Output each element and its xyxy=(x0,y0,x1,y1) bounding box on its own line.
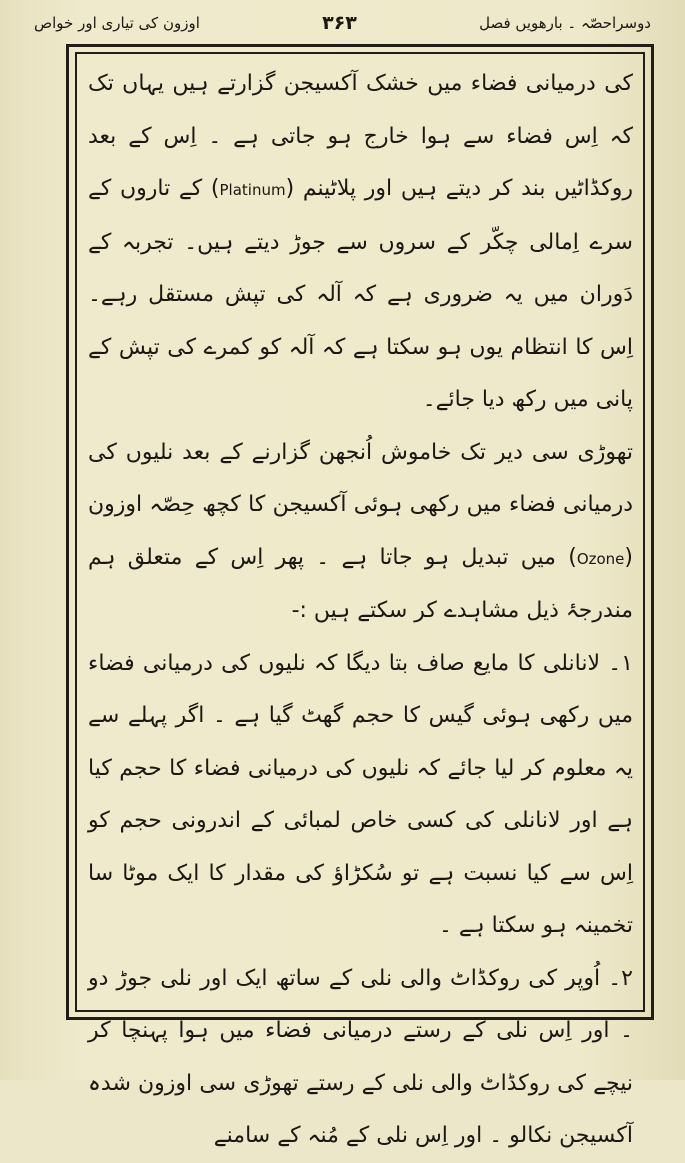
paragraph-3: ۱۔ لانانلی کا مایع صاف بتا دیگا کہ نلیوں کی درمیانی فضاء میں رکھی ہوئی گیس کا حجم گھٹ گیا ہے ۔ اگر پہلے سے یہ معلوم کر لیا جائے کہ نلیوں کی درمیانی فضاء کا حجم کیا ہے اور لانانلی کی کسی خاص لمبائی کے اندرونی حجم کو اِس سے کیا نسبت ہے تو سُکڑاؤ کی مقدار کا ایک موٹا سا تخمینہ ہو سکتا ہے ۔ xyxy=(88,650,633,938)
body-text xyxy=(88,58,633,1163)
header-section-title: دوسراحصّہ ۔ بارھویں فصل xyxy=(479,14,651,32)
latin-term-platinum: Platinum xyxy=(219,181,286,199)
page-number: ۳۶۳ xyxy=(322,12,357,34)
running-header xyxy=(34,6,651,40)
paragraph-1: کی درمیانی فضاء میں خشک آکسیجن گزارتے ہیں یہاں تک کہ اِس فضاء سے ہوا خارج ہو جاتی ہے ۔ اِس کے بعد روکڈاٹیں بند کر دیتے ہیں اور پلاٹینم (Platinum) کے تاروں کے سرے اِمالی چکّر کے سروں سے جوڑ دیتے ہیں۔ تجربہ کے دَوران میں یہ ضروری ہے کہ آلہ کی تپش مستقل رہے۔ اِس کا انتظام یوں ہو سکتا ہے کہ آلہ کو کمرے کی تپش کے پانی میں رکھ دیا جائے۔ xyxy=(88,71,633,412)
latin-term-ozone: Ozone xyxy=(576,549,625,568)
header-chapter-title: اوزون کی تیاری اور خواص xyxy=(34,14,200,32)
paragraph-2: تھوڑی سی دیر تک خاموش اُنجھن گزارنے کے بعد نلیوں کی درمیانی فضاء میں رکھی ہوئی آکسیجن کا کچھ حِصّہ اوزون (Ozone) میں تبدیل ہو جاتا ہے ۔ پھر اِس کے متعلق ہم مندرجۂ ذیل مشاہدے کر سکتے ہیں :- xyxy=(88,439,633,623)
paragraph-4: ۲۔ اُوپر کی روکڈاٹ والی نلی کے ساتھ ایک اور نلی جوڑ دو ۔ اور اِس نلی کے رستے درمیانی فضاء میں ہوا پہنچا کر نیچے کی روکڈاٹ والی نلی کے رستے تھوڑی سی اوزون شدہ آکسیجن نکالو ۔ اور اِس نلی کے مُنہ کے سامنے xyxy=(88,965,633,1148)
